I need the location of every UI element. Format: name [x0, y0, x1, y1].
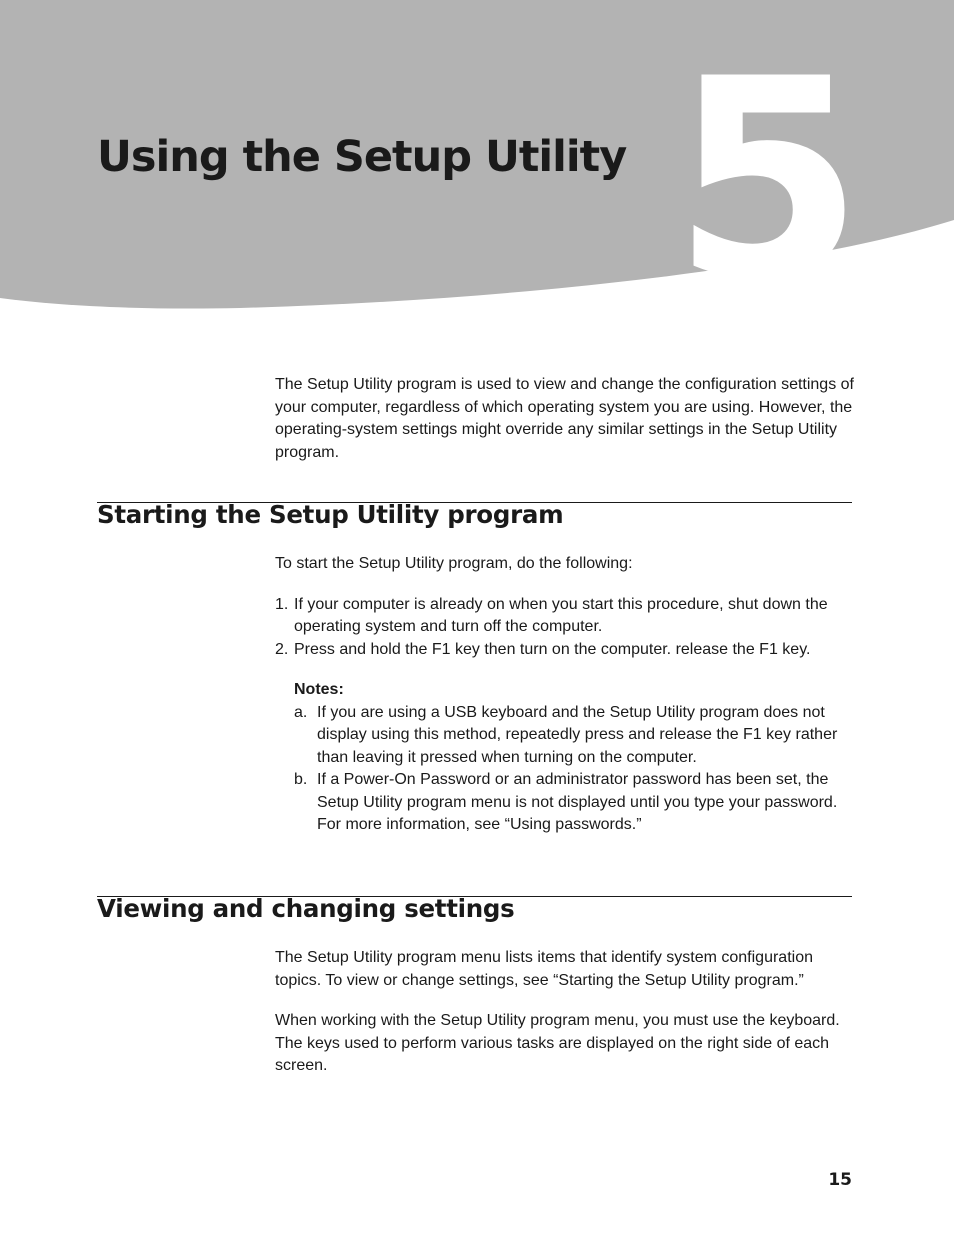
chapter-number: 5	[672, 20, 864, 320]
step-text: Press and hold the F1 key then turn on the computer. release the F1 key.	[294, 640, 811, 658]
page-number: 15	[828, 1170, 852, 1190]
paragraph: The Setup Utility program menu lists items that identify system configuration topics. To view or change settings, see “Starting the Setup Utility program.”	[275, 949, 813, 989]
paragraph: When working with the Setup Utility program menu, you must use the keyboard. The keys used to perform various tasks are displayed on the right side of each screen.	[275, 1012, 840, 1074]
section-starting-body	[275, 553, 855, 837]
chapter-title: Using the Setup Utility	[97, 132, 627, 182]
note-item	[294, 769, 855, 837]
steps-list	[275, 594, 855, 662]
section-heading-starting: Starting the Setup Utility program	[97, 500, 564, 529]
step-number: 1.	[275, 595, 289, 613]
notes-block	[294, 679, 855, 837]
note-letter: b.	[294, 771, 308, 788]
note-letter: a.	[294, 703, 308, 721]
note-text: If a Power-On Password or an administrator password has been set, the Setup Utility program menu is not displayed until you type your password. For more information, see “Using passwords.”	[317, 771, 838, 833]
notes-list	[294, 702, 855, 837]
step-item	[275, 639, 855, 662]
section-lead: To start the Setup Utility program, do the following:	[275, 555, 633, 572]
step-text: If your computer is already on when you start this procedure, shut down the operating system and turn off the computer.	[294, 595, 828, 635]
section-viewing-body	[275, 947, 855, 1078]
notes-title: Notes:	[294, 681, 344, 698]
note-text: If you are using a USB keyboard and the Setup Utility program does not display using this method, repeatedly press and release the F1 key rather than leaving it pressed when turning on the computer.	[317, 703, 838, 766]
step-item	[275, 594, 855, 639]
section-heading-viewing: Viewing and changing settings	[97, 894, 515, 923]
chapter-intro: The Setup Utility program is used to view and change the configuration settings of your computer, regardless of which operating system you are using. However, the operating-system settings might override any similar settings in the Setup Utility program.	[275, 376, 854, 461]
step-number: 2.	[275, 640, 289, 658]
note-item	[294, 702, 855, 770]
